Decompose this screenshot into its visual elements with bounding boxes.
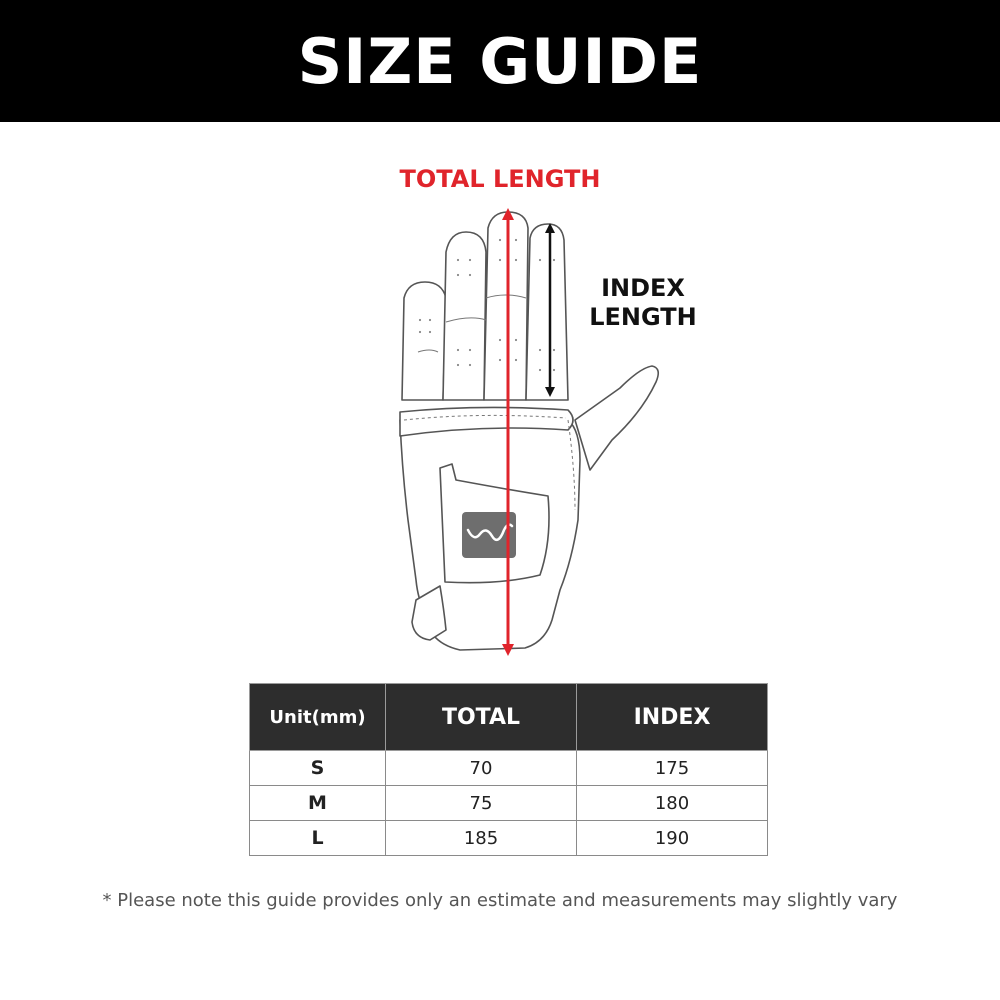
column-header-total: TOTAL [386,684,577,751]
table-row [250,751,768,786]
disclaimer-note: * Please note this guide provides only an estimate and measurements may slightly vary [102,890,898,911]
size-cell: S [250,751,386,786]
size-cell: M [250,786,386,821]
column-header-unit: Unit(mm) [250,684,386,751]
total-cell: 70 [386,751,577,786]
index-cell: 190 [577,821,768,856]
size-cell: L [250,821,386,856]
glove-outline [400,212,658,650]
table-row [250,821,768,856]
index-cell: 180 [577,786,768,821]
size-table [249,683,768,856]
index-cell: 175 [577,751,768,786]
total-cell: 185 [386,821,577,856]
column-header-index: INDEX [577,684,768,751]
index-length-label: INDEX LENGTH [589,274,697,331]
table-row [250,786,768,821]
total-cell: 75 [386,786,577,821]
total-length-label: TOTAL LENGTH [399,165,601,193]
table-header-row [250,684,768,751]
page-title: SIZE GUIDE [297,24,703,98]
